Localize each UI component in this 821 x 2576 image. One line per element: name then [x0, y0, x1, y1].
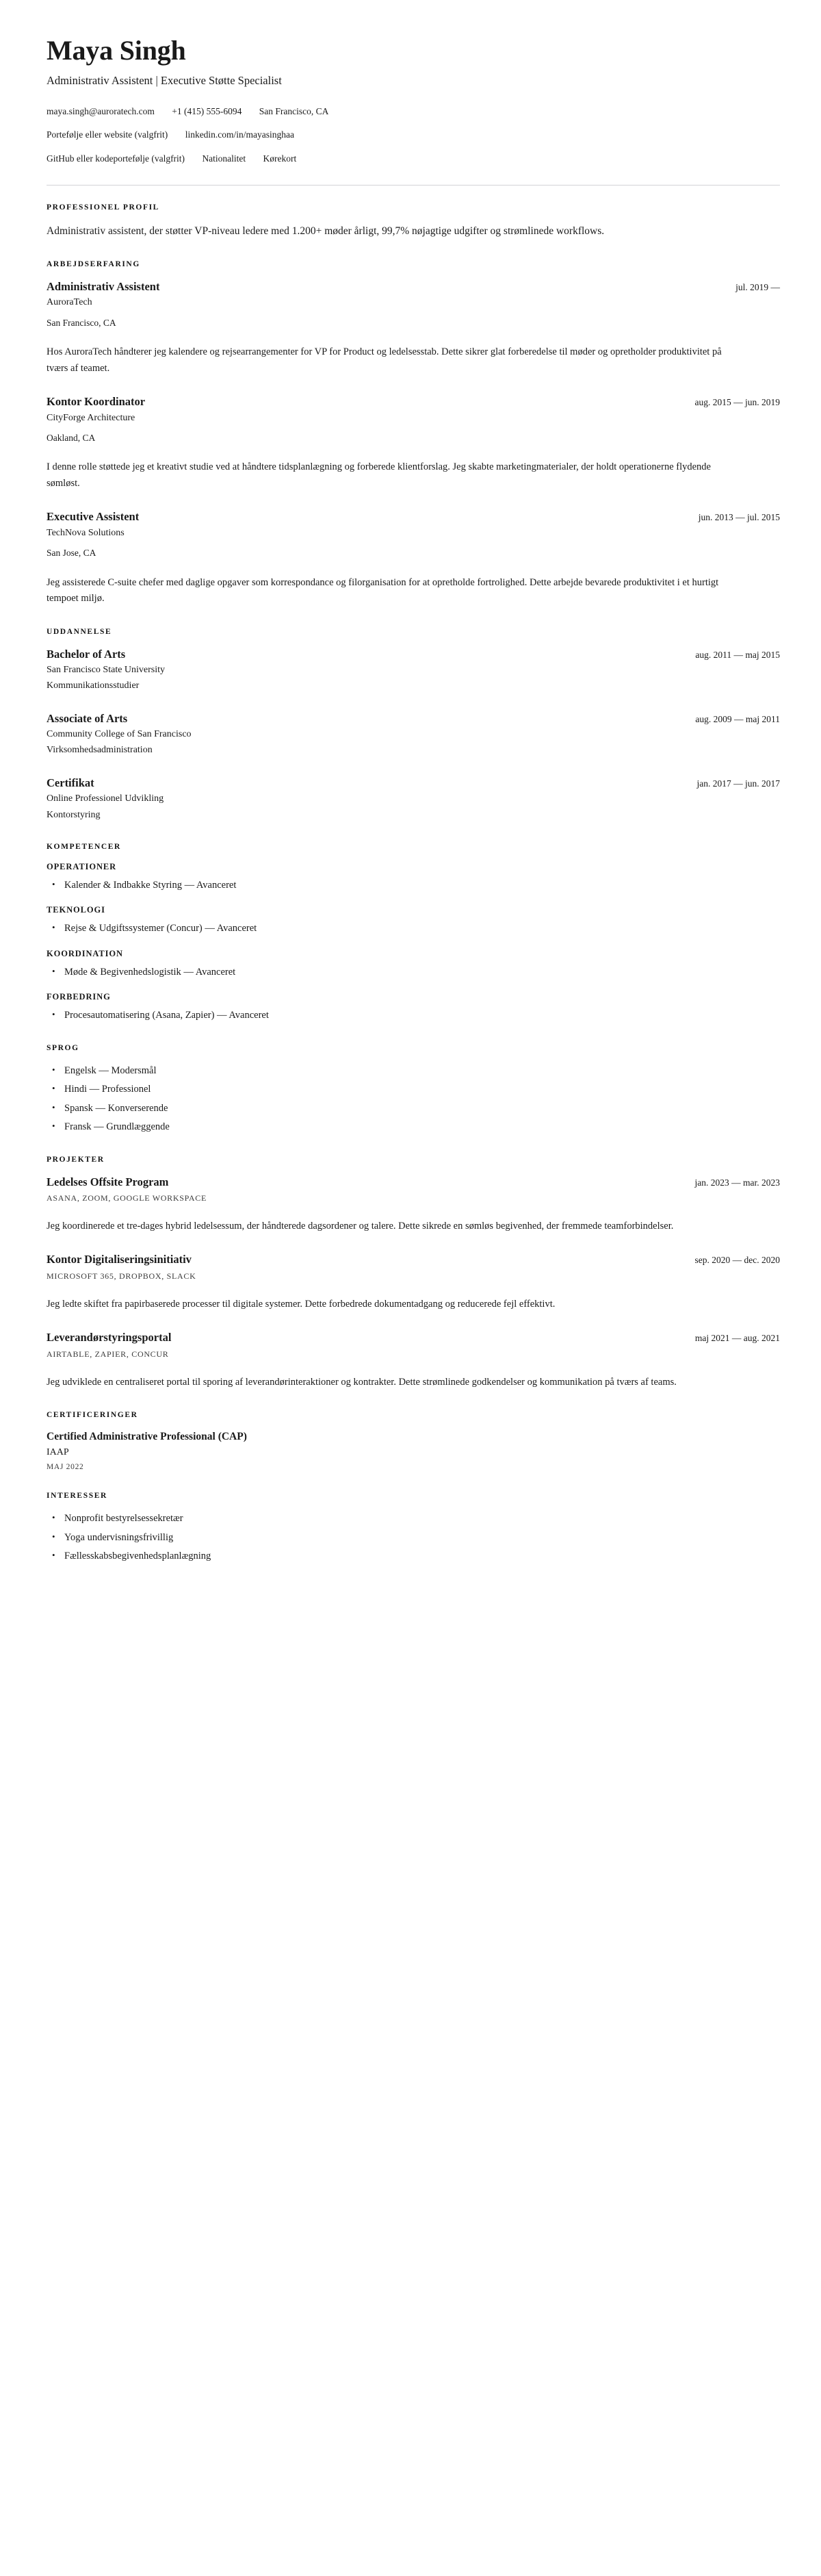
- project-entry: [47, 1330, 780, 1390]
- education-school: San Francisco State University: [47, 665, 166, 676]
- job-company: CityForge Architecture: [47, 412, 135, 423]
- language-item: • Spansk — Konverserende: [47, 1101, 780, 1116]
- contact-phone: +1 (415) 555-6094: [172, 106, 242, 117]
- project-entry: [47, 1252, 780, 1312]
- education-date-range: jan. 2017 — jun. 2017: [696, 778, 780, 789]
- profile-summary: Administrativ assistent, der støtter VP-niveau ledere med 1.200+ møder årligt, 99,7% nøjagtige udgifter og strømlinede workflows.: [47, 225, 605, 237]
- project-tech-stack: ASANA, ZOOM, GOOGLE WORKSPACE: [47, 1193, 207, 1203]
- skill-group-name: KOORDINATION: [47, 948, 123, 958]
- skill-item: • Procesautomatisering (Asana, Zapier) — Avanceret: [47, 1008, 780, 1023]
- candidate-name: Maya Singh: [47, 35, 186, 66]
- section-projects: [47, 1156, 780, 1391]
- experience-entry: [47, 279, 780, 377]
- skill-list: [47, 965, 780, 980]
- education-entry: [47, 776, 780, 822]
- contact-location: San Francisco, CA: [259, 106, 329, 117]
- certification-entry: [47, 1430, 780, 1471]
- contact-email: maya.singh@auroratech.com: [47, 106, 155, 117]
- job-role: Executive Assistent: [47, 510, 140, 524]
- contact-nationality: Nationalitet: [202, 153, 246, 164]
- section-education: [47, 628, 780, 822]
- interest-list: [47, 1511, 780, 1564]
- section-title-projects: PROJEKTER: [47, 1155, 105, 1164]
- education-entry: [47, 647, 780, 693]
- project-tech-stack: MICROSOFT 365, DROPBOX, SLACK: [47, 1271, 196, 1281]
- interest-item: • Fællesskabsbegivenhedsplanlægning: [47, 1548, 780, 1564]
- education-degree: Associate of Arts: [47, 711, 128, 725]
- skill-group-name: TEKNOLOGI: [47, 905, 105, 915]
- section-title-education: UDDANNELSE: [47, 627, 112, 636]
- entry-header: [47, 279, 780, 294]
- job-location: San Jose, CA: [47, 548, 96, 559]
- project-name: Ledelses Offsite Program: [47, 1175, 169, 1188]
- section-profile: [47, 203, 780, 240]
- skill-group: [47, 949, 780, 980]
- project-name: Kontor Digitaliseringsinitiativ: [47, 1253, 192, 1266]
- contact-drivers-license: Kørekort: [263, 153, 297, 164]
- contact-row-extra: [47, 152, 780, 166]
- job-role: Kontor Koordinator: [47, 395, 146, 409]
- section-title-interests: INTERESSER: [47, 1492, 107, 1501]
- job-company: TechNova Solutions: [47, 527, 125, 538]
- resume-header: [47, 36, 780, 166]
- entry-header: [47, 647, 780, 661]
- education-date-range: aug. 2009 — maj 2011: [695, 713, 780, 724]
- job-description: Jeg assisterede C-suite chefer med daglige opgaver som korrespondance og filorganisation for at opretholde fortrolighed. Dette arbejde bevarede produktivitet i et hurtigt tempoet miljø.: [47, 576, 719, 604]
- contact-portfolio: Portefølje eller website (valgfrit): [47, 129, 168, 140]
- education-field: Kommunikationsstudier: [47, 680, 140, 691]
- section-title-languages: SPROG: [47, 1043, 79, 1052]
- section-skills: [47, 843, 780, 1023]
- certification-name: Certified Administrative Professional (CAP): [47, 1431, 247, 1443]
- section-title-profile: PROFESSIONEL PROFIL: [47, 203, 159, 212]
- language-item: • Fransk — Grundlæggende: [47, 1119, 780, 1134]
- contact-linkedin: linkedin.com/in/mayasinghaa: [185, 129, 295, 140]
- project-date-range: sep. 2020 — dec. 2020: [694, 1255, 780, 1266]
- skill-item: • Møde & Begivenhedslogistik — Avanceret: [47, 965, 780, 980]
- certification-date: MAJ 2022: [47, 1463, 84, 1472]
- experience-entry: [47, 394, 780, 492]
- job-date-range: aug. 2015 — jun. 2019: [694, 397, 780, 408]
- job-location: Oakland, CA: [47, 432, 96, 443]
- skill-list: [47, 1008, 780, 1023]
- education-entry: [47, 711, 780, 758]
- education-school: Community College of San Francisco: [47, 729, 192, 740]
- education-degree: Certifikat: [47, 776, 94, 789]
- candidate-headline: Administrativ Assistent | Executive Støtte Specialist: [47, 73, 282, 87]
- skill-list: [47, 878, 780, 893]
- job-description: Hos AuroraTech håndterer jeg kalendere og rejsearrangementer for VP for Product og ledelsesstab. Dette sikrer glat forberedelse til møder og opretholder produktivitet på tværs af teamet.: [47, 346, 722, 374]
- language-item: • Engelsk — Modersmål: [47, 1063, 780, 1078]
- skill-item: • Kalender & Indbakke Styring — Avanceret: [47, 878, 780, 893]
- job-description: I denne rolle støttede jeg et kreativt studie ved at håndtere tidsplanlægning og forberede klientforslag. Jeg skabte marketingmaterialer, der holdt operationerne flydende sømløst.: [47, 461, 711, 489]
- project-name: Leverandørstyringsportal: [47, 1331, 172, 1344]
- project-description: Jeg udviklede en centraliseret portal til sporing af leverandørinteraktioner og kontrakter. Dette strømlinede godkendelser og kommunikation på tværs af teams.: [47, 1376, 677, 1388]
- skill-group: [47, 992, 780, 1023]
- education-field: Kontorstyring: [47, 809, 101, 820]
- interest-item: • Nonprofit bestyrelsessekretær: [47, 1511, 780, 1526]
- entry-header: [47, 1252, 780, 1266]
- certification-issuer: IAAP: [47, 1447, 69, 1458]
- job-role: Administrativ Assistent: [47, 279, 160, 293]
- education-date-range: aug. 2011 — maj 2015: [695, 649, 780, 660]
- entry-header: [47, 776, 780, 790]
- skill-list: [47, 921, 780, 936]
- entry-header: [47, 711, 780, 726]
- language-list: [47, 1063, 780, 1135]
- language-item: • Hindi — Professionel: [47, 1082, 780, 1097]
- experience-entry: [47, 509, 780, 607]
- section-title-experience: ARBEJDSERFARING: [47, 259, 140, 268]
- project-description: Jeg koordinerede et tre-dages hybrid ledelsessum, der håndterede dagsordener og talere. Dette sikrede en sømløs begivenhed, der fremmede teamforbindelser.: [47, 1221, 674, 1232]
- interest-item: • Yoga undervisningsfrivillig: [47, 1530, 780, 1545]
- job-date-range: jul. 2019 —: [735, 281, 780, 292]
- project-date-range: jan. 2023 — mar. 2023: [694, 1177, 780, 1188]
- section-languages: [47, 1044, 780, 1135]
- education-field: Virksomhedsadministration: [47, 745, 153, 756]
- project-date-range: maj 2021 — aug. 2021: [694, 1333, 780, 1344]
- entry-header: [47, 1330, 780, 1344]
- section-experience: [47, 260, 780, 607]
- skill-item: • Rejse & Udgiftssystemer (Concur) — Avanceret: [47, 921, 780, 936]
- contact-row-web: [47, 128, 780, 142]
- contact-github: GitHub eller kodeportefølje (valgfrit): [47, 153, 185, 164]
- section-title-certifications: CERTIFICERINGER: [47, 1411, 138, 1420]
- education-degree: Bachelor of Arts: [47, 647, 126, 661]
- entry-header: [47, 509, 780, 524]
- job-date-range: jun. 2013 — jul. 2015: [698, 512, 780, 523]
- skill-group-name: OPERATIONER: [47, 861, 117, 871]
- entry-header: [47, 394, 780, 409]
- skill-group-name: FORBEDRING: [47, 992, 111, 1002]
- project-tech-stack: AIRTABLE, ZAPIER, CONCUR: [47, 1349, 169, 1359]
- section-certifications: [47, 1411, 780, 1471]
- job-location: San Francisco, CA: [47, 317, 116, 328]
- section-interests: [47, 1492, 780, 1564]
- job-company: AuroraTech: [47, 297, 92, 308]
- project-description: Jeg ledte skiftet fra papirbaserede processer til digitale systemer. Dette forbedrede dokumentadgang og reducerede fejl effektivt.: [47, 1298, 556, 1310]
- entry-header: [47, 1175, 780, 1189]
- section-title-skills: KOMPETENCER: [47, 842, 121, 851]
- education-school: Online Professionel Udvikling: [47, 793, 164, 804]
- contact-row-primary: [47, 105, 780, 118]
- skill-group: [47, 862, 780, 893]
- skill-group: [47, 905, 780, 936]
- header-divider: [47, 185, 780, 186]
- project-entry: [47, 1175, 780, 1235]
